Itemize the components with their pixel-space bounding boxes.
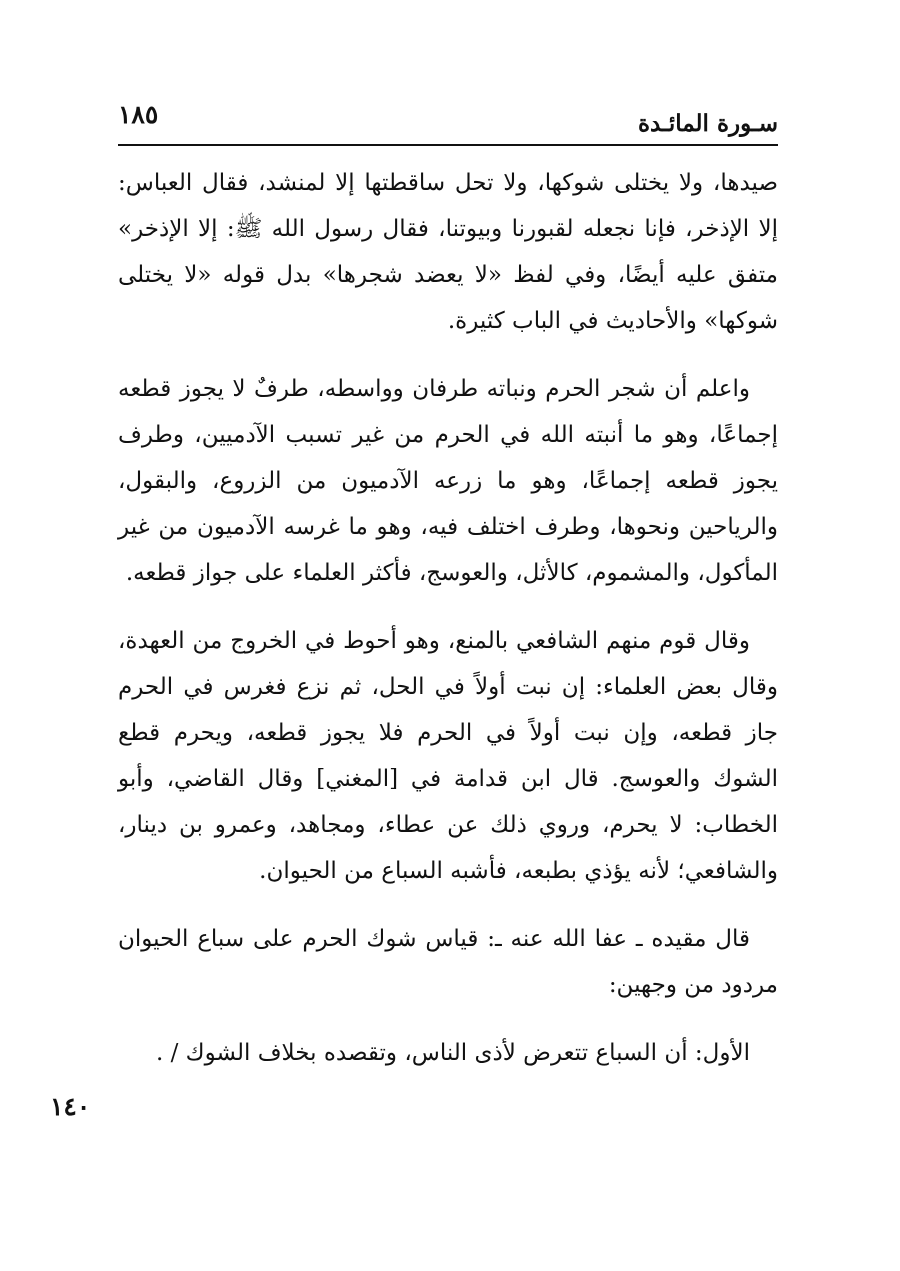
header-rule <box>118 144 778 146</box>
paragraph-hadith-continuation: صيدها، ولا يختلى شوكها، ولا تحل ساقطتها إلا لمنشد، فقال العباس: إلا الإذخر، فإنا نجعله لقبورنا وبيوتنا، فقال رسول الله ﷺ: إلا الإذخر» متفق عليه أيضًا، وفي لفظ «لا يعضد شجرها» بدل قوله «لا يختلى شوكها» والأحاديث في الباب كثيرة. <box>118 170 778 334</box>
paragraph-first-aspect: الأول: أن السباع تتعرض لأذى الناس، وتقصده بخلاف الشوك / . <box>155 1040 750 1066</box>
margin-page-number: ١٤٠ <box>50 1092 91 1121</box>
page-body <box>118 160 778 1098</box>
paragraph-scholars-opinions: وقال قوم منهم الشافعي بالمنع، وهو أحوط في الخروج من العهدة، وقال بعض العلماء: إن نبت أولاً في الحل، ثم نزع فغرس في الحرم جاز قطعه، وإن نبت أولاً في الحرم فلا يجوز قطعه، ويحرم قطع الشوك والعوسج. قال ابن قدامة في [المغني] وقال القاضي، وأبو الخطاب: لا يحرم، وروي ذلك عن عطاء، ومجاهد، وعمرو بن دينار، والشافعي؛ لأنه يؤذي بطبعه، فأشبه السباع من الحيوان. <box>118 628 778 884</box>
paragraph-haram-plants: واعلم أن شجر الحرم ونباته طرفان وواسطه، طرفٌ لا يجوز قطعه إجماعًا، وهو ما أنبته الله في الحرم من غير تسبب الآدميين، وطرف يجوز قطعه إجماعًا، وهو ما زرعه الآدميون من الزروع، والبقول، والرياحين ونحوها، وطرف اختلف فيه، وهو ما غرسه الآدميون من غير المأكول، والمشموم، كالأثل، والعوسج، فأكثر العلماء على جواز قطعه. <box>118 376 778 586</box>
page-number: ١٨٥ <box>118 100 159 129</box>
page-header <box>118 100 778 140</box>
surah-title: سـورة المائـدة <box>637 110 778 137</box>
paragraph-author-comment: قال مقيده ـ عفا الله عنه ـ: قياس شوك الحرم على سباع الحيوان مردود من وجهين: <box>118 926 778 998</box>
